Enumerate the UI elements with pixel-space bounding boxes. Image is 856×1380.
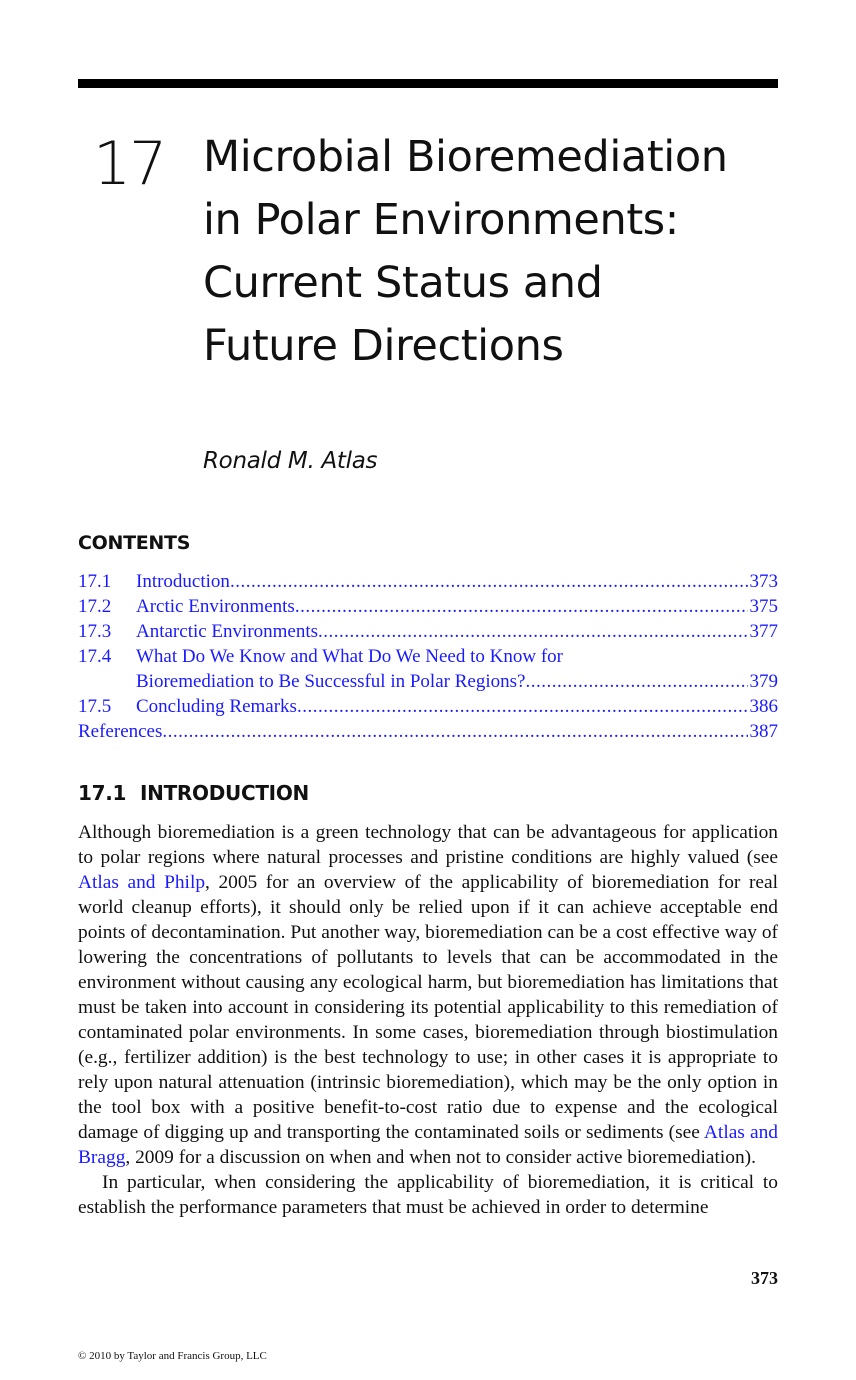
section-heading [78,781,309,805]
toc-entry-antarctic[interactable] [78,619,778,644]
toc-title[interactable]: Concluding Remarks [136,696,297,717]
toc-leader [297,694,748,719]
toc-number: 17.5 [78,696,112,717]
chapter-title-line: Microbial Bioremediation [203,132,728,182]
paragraph: In particular, when considering the applicability of bioremediation, it is critical to establish the performance parameters that must be achieved in order to determine [78,1172,778,1218]
toc-leader [318,619,747,644]
toc-entry-arctic[interactable] [78,594,778,619]
section-title: INTRODUCTION [140,781,309,805]
toc-leader [295,594,748,619]
contents-heading: CONTENTS [78,532,191,554]
toc-entry-what-we-know[interactable] [78,644,778,669]
toc-number: 17.4 [78,646,112,667]
toc-page[interactable]: 377 [749,621,778,642]
paragraph [78,820,778,1170]
toc-leader [525,669,747,694]
chapter-number: 17 [93,129,166,199]
toc-number: 17.1 [78,571,112,592]
toc-title[interactable]: What Do We Know and What Do We Need to Know for [136,646,563,667]
page-number: 373 [751,1268,778,1288]
chapter-title [203,126,793,378]
toc-title[interactable]: Antarctic Environments [136,621,319,642]
citation-link[interactable]: Atlas and Philp [78,872,206,893]
text-run: Although bioremediation is a green technology that can be advantageous for application to polar regions where natural processes and pristine conditions are highly valued (see [78,822,778,868]
toc-title[interactable]: References [78,721,163,742]
chapter-title-line: Future Directions [203,321,564,371]
toc-page[interactable]: 387 [749,721,778,742]
toc-page[interactable]: 373 [749,571,778,592]
toc-title[interactable]: Introduction [136,571,230,592]
toc-entry-concluding[interactable] [78,694,778,719]
copyright-notice: © 2010 by Taylor and Francis Group, LLC [78,1350,267,1362]
toc-entry-introduction[interactable] [78,569,778,594]
text-run: , 2005 for an overview of the applicability of bioremediation for real world cleanup efforts), it should only be relied upon if it can achieve acceptable end points of decontamination. Put another way, bioremediation can be a cost effective way of lowering the concentrations of pollutants to levels that can be accommodated in the environment without causing any ecological harm, but bioremediation has limitations that must be taken into account in considering its potential applicability to this remediation of contaminated polar environments. In some cases, bioremediation through biostimulation (e.g., fertilizer addition) is the best technology to use; in other cases it is appropriate to rely upon natural attenuation (intrinsic bioremediation), which may be the only option in the tool box with a positive benefit-to-cost ratio due to expense and the ecological damage of digging up and transporting the contaminated soils or sediments (see [78,872,778,1143]
citation-link[interactable]: Atlas and Bragg [78,1122,778,1168]
section-number: 17.1 [78,781,127,805]
body-text [78,820,778,1220]
chapter-title-line: in Polar Environments: [203,195,679,245]
toc-number: 17.2 [78,596,112,617]
author-name: Ronald M. Atlas [203,448,378,474]
text-run: , 2009 for a discussion on when and when not to consider active bioremediation). [125,1147,756,1168]
toc-page[interactable]: 386 [749,696,778,717]
toc-leader [162,719,747,744]
toc-title[interactable]: Bioremediation to Be Successful in Polar Regions? [136,671,526,692]
chapter-top-rule [78,79,778,88]
toc-title[interactable]: Arctic Environments [136,596,295,617]
toc-page[interactable]: 379 [749,671,778,692]
toc-number: 17.3 [78,621,112,642]
toc-page[interactable]: 375 [749,596,778,617]
chapter-title-line: Current Status and [203,258,603,308]
toc-entry-references[interactable] [78,719,778,744]
toc-entry-what-we-know-continued[interactable] [78,669,778,694]
table-of-contents [78,569,778,744]
toc-leader [230,569,748,594]
